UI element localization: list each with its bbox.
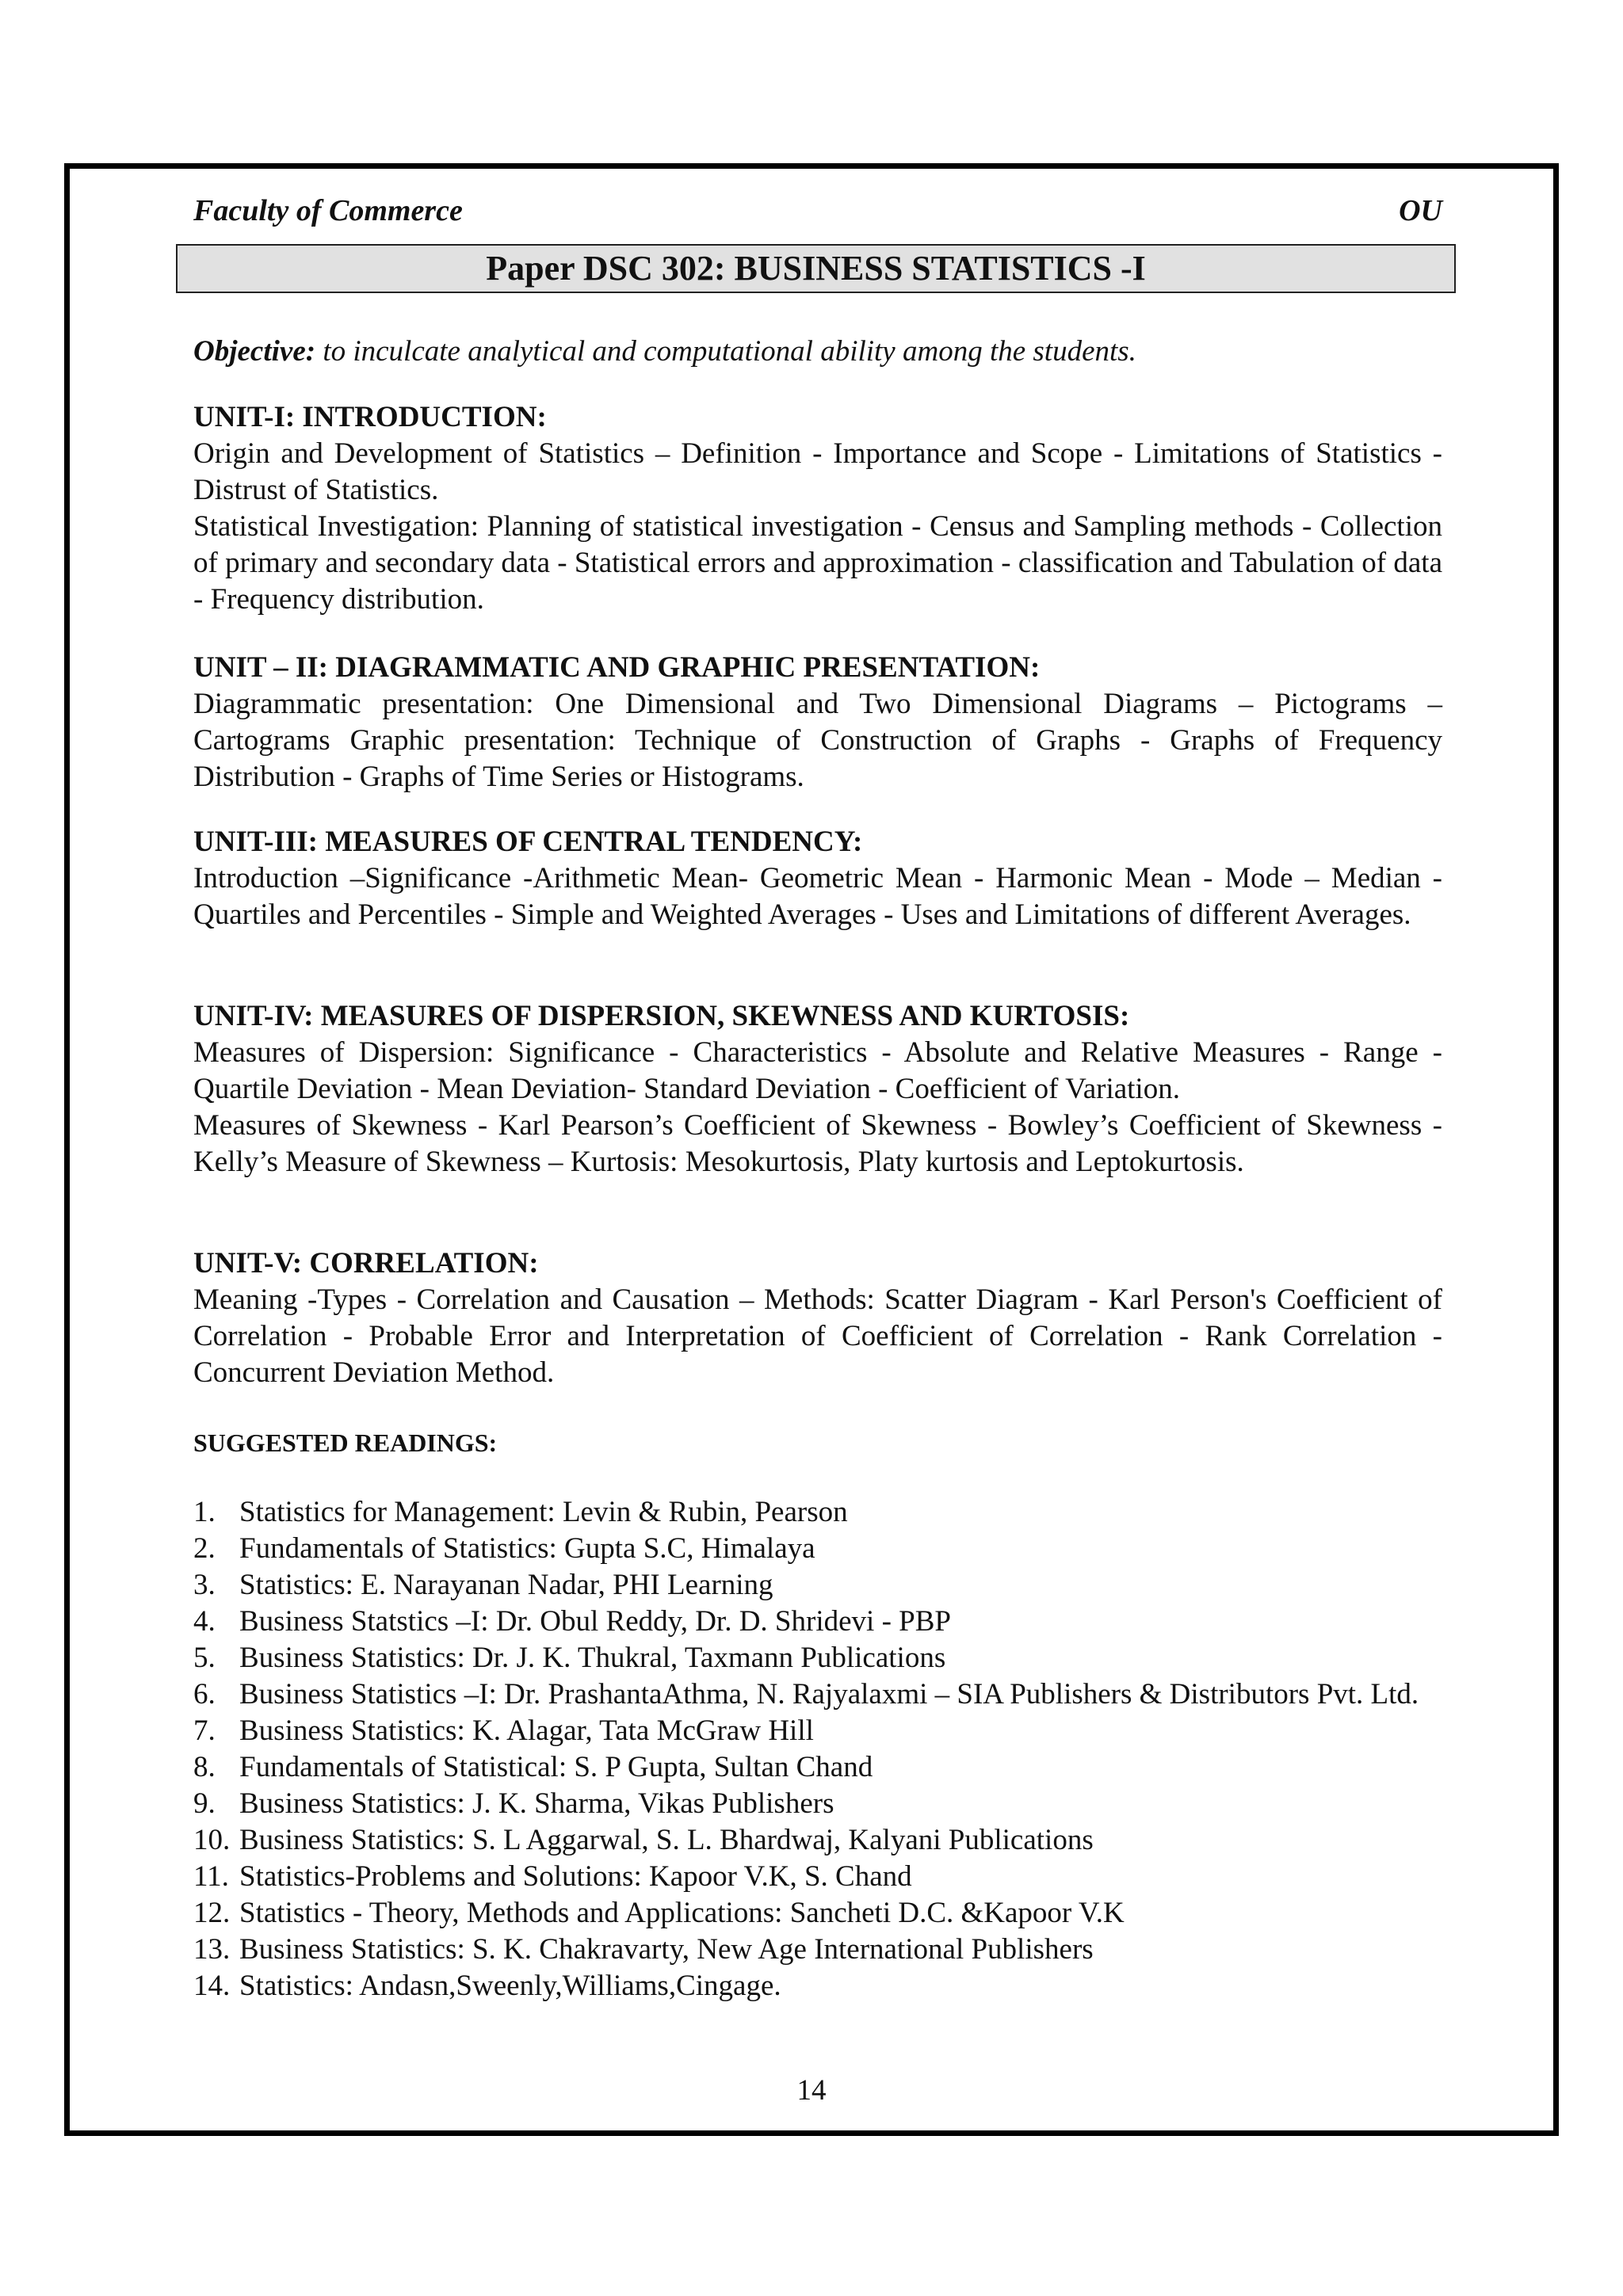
list-item bbox=[193, 1640, 1442, 1676]
list-item-number: 10. bbox=[193, 1824, 231, 1856]
page-header bbox=[193, 193, 1442, 235]
unit-2 bbox=[193, 650, 1442, 795]
list-item bbox=[193, 1676, 1442, 1713]
list-item-number: 5. bbox=[193, 1642, 216, 1674]
unit-paragraph: Measures of Dispersion: Significance - Characteristics - Absolute and Relative Measures - Range - Quartile Deviation - Mean Deviation- Standard Deviation - Coefficient of Variation. bbox=[193, 1036, 1442, 1105]
list-item-text: Statistics - Theory, Methods and Applications: Sancheti D.C. &Kapoor V.K bbox=[239, 1897, 1125, 1929]
unit-paragraph: Diagrammatic presentation: One Dimensional and Two Dimensional Diagrams – Pictograms – Cartograms Graphic presentation: Technique of Construction of Graphs - Graphs of Frequency Distribution - Graphs of Time Series or Histograms. bbox=[193, 688, 1442, 793]
list-item bbox=[193, 1859, 1442, 1895]
list-item bbox=[193, 1604, 1442, 1640]
list-item bbox=[193, 1567, 1442, 1604]
list-item bbox=[193, 1713, 1442, 1749]
list-item bbox=[193, 1749, 1442, 1786]
paper-title: Paper DSC 302: BUSINESS STATISTICS -I bbox=[176, 244, 1456, 293]
list-item bbox=[193, 1786, 1442, 1822]
list-item-number: 6. bbox=[193, 1678, 216, 1711]
list-item bbox=[193, 1822, 1442, 1859]
unit-5 bbox=[193, 1245, 1442, 1391]
university-label: OU bbox=[1399, 194, 1442, 227]
list-item-text: Business Statstics –I: Dr. Obul Reddy, Dr. D. Shridevi - PBP bbox=[239, 1605, 951, 1638]
faculty-label: Faculty of Commerce bbox=[193, 194, 463, 227]
unit-paragraph: Introduction –Significance -Arithmetic Mean- Geometric Mean - Harmonic Mean - Mode – Median - Quartiles and Percentiles - Simple and Weighted Averages - Uses and Limitations of different Averages. bbox=[193, 862, 1442, 931]
list-item bbox=[193, 1531, 1442, 1567]
list-item-number: 9. bbox=[193, 1787, 216, 1820]
list-item-number: 13. bbox=[193, 1933, 231, 1966]
list-item-text: Statistics: E. Narayanan Nadar, PHI Learning bbox=[239, 1569, 773, 1601]
list-item bbox=[193, 1895, 1442, 1932]
objective-label: Objective: bbox=[193, 335, 316, 368]
list-item-text: Business Statistics –I: Dr. PrashantaAthma, N. Rajyalaxmi – SIA Publishers & Distributors Pvt. Ltd. bbox=[239, 1678, 1419, 1711]
list-item-number: 1. bbox=[193, 1496, 216, 1528]
unit-4 bbox=[193, 998, 1442, 1180]
suggested-readings-heading: SUGGESTED READINGS: bbox=[193, 1428, 498, 1457]
unit-title: UNIT-III: MEASURES OF CENTRAL TENDENCY: bbox=[193, 826, 863, 858]
unit-1 bbox=[193, 399, 1442, 618]
list-item-text: Fundamentals of Statistical: S. P Gupta, Sultan Chand bbox=[239, 1751, 873, 1783]
list-item-number: 8. bbox=[193, 1751, 216, 1783]
list-item-number: 11. bbox=[193, 1860, 229, 1893]
unit-title: UNIT-V: CORRELATION: bbox=[193, 1247, 539, 1280]
unit-paragraph: Measures of Skewness - Karl Pearson’s Coefficient of Skewness - Bowley’s Coefficient of Skewness - Kelly’s Measure of Skewness – Kurtosis: Mesokurtosis, Platy kurtosis and Leptokurtosis. bbox=[193, 1109, 1442, 1178]
suggested-readings-list bbox=[193, 1494, 1442, 2004]
list-item bbox=[193, 1494, 1442, 1531]
list-item-number: 3. bbox=[193, 1569, 216, 1601]
unit-paragraph: Origin and Development of Statistics – Definition - Importance and Scope - Limitations of Statistics - Distrust of Statistics. bbox=[193, 437, 1442, 506]
unit-3 bbox=[193, 824, 1442, 933]
list-item-text: Fundamentals of Statistics: Gupta S.C, Himalaya bbox=[239, 1532, 815, 1565]
list-item-number: 2. bbox=[193, 1532, 216, 1565]
list-item-text: Statistics: Andasn,Sweenly,Williams,Cingage. bbox=[239, 1970, 781, 2002]
list-item bbox=[193, 1968, 1442, 2004]
unit-paragraph: Meaning -Types - Correlation and Causation – Methods: Scatter Diagram - Karl Person's Coefficient of Correlation - Probable Error and Interpretation of Coefficient of Correlation - Rank Correlation - Concurrent Deviation Method. bbox=[193, 1283, 1442, 1389]
page-number: 14 bbox=[796, 2074, 827, 2107]
list-item-number: 7. bbox=[193, 1714, 216, 1747]
objective-text: to inculcate analytical and computational ability among the students. bbox=[315, 335, 1136, 368]
list-item-number: 12. bbox=[193, 1897, 231, 1929]
list-item-number: 14. bbox=[193, 1970, 231, 2002]
list-item-text: Business Statistics: S. K. Chakravarty, New Age International Publishers bbox=[239, 1933, 1094, 1966]
unit-title: UNIT – II: DIAGRAMMATIC AND GRAPHIC PRESENTATION: bbox=[193, 651, 1041, 684]
list-item-text: Statistics for Management: Levin & Rubin, Pearson bbox=[239, 1496, 848, 1528]
list-item-number: 4. bbox=[193, 1605, 216, 1638]
unit-title: UNIT-IV: MEASURES OF DISPERSION, SKEWNESS AND KURTOSIS: bbox=[193, 1000, 1130, 1032]
unit-title: UNIT-I: INTRODUCTION: bbox=[193, 401, 547, 433]
list-item-text: Business Statistics: K. Alagar, Tata McGraw Hill bbox=[239, 1714, 814, 1747]
unit-paragraph: Statistical Investigation: Planning of statistical investigation - Census and Sampling methods - Collection of primary and secondary data - Statistical errors and approximation - classification and Tabulation of data - Frequency distribution. bbox=[193, 510, 1442, 616]
objective bbox=[193, 334, 1442, 368]
list-item-text: Business Statistics: J. K. Sharma, Vikas Publishers bbox=[239, 1787, 834, 1820]
list-item-text: Statistics-Problems and Solutions: Kapoor V.K, S. Chand bbox=[239, 1860, 912, 1893]
list-item-text: Business Statistics: S. L Aggarwal, S. L. Bhardwaj, Kalyani Publications bbox=[239, 1824, 1094, 1856]
list-item-text: Business Statistics: Dr. J. K. Thukral, Taxmann Publications bbox=[239, 1642, 946, 1674]
list-item bbox=[193, 1932, 1442, 1968]
